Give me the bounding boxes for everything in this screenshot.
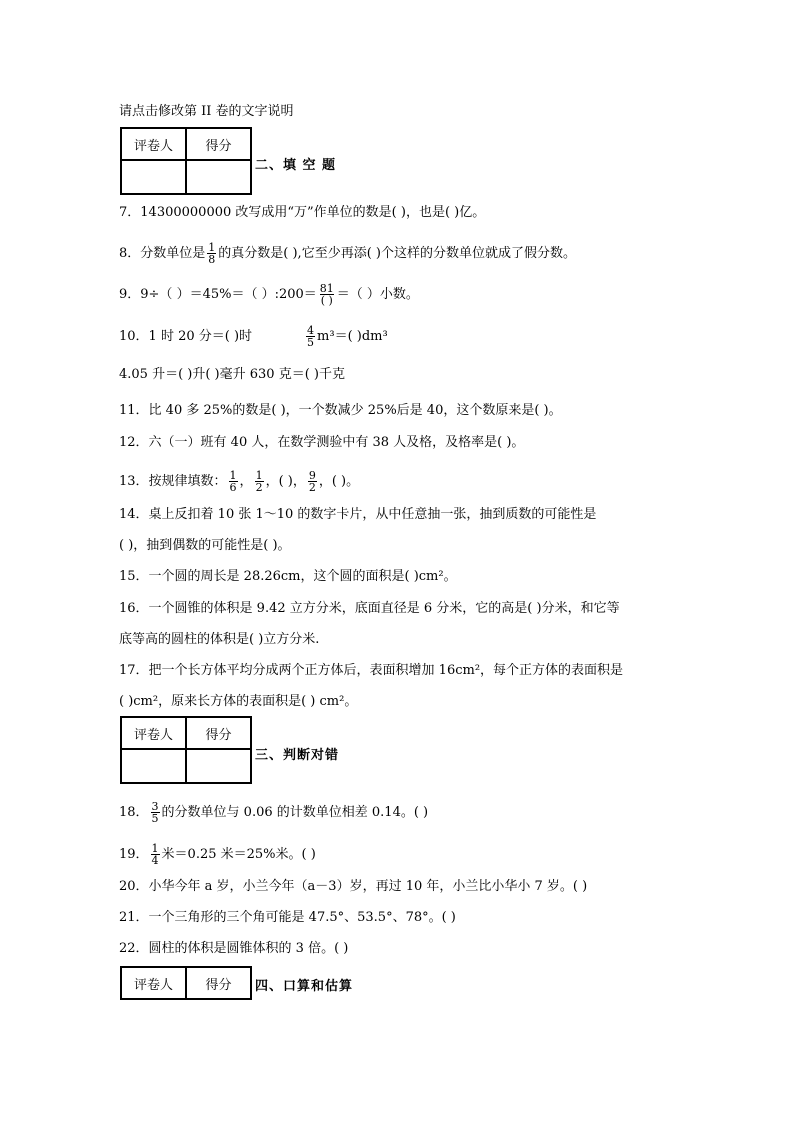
question-18: 18． $\frac{3}{5}$ 的分数单位与 0.06 的计数单位相差 0.14。( ) — [119, 800, 429, 825]
question-22: 22．圆柱的体积是圆锥体积的 3 倍。( ) — [119, 941, 349, 956]
question-7: 7．14300000000 改写成用“万”作单位的数是( )，也是( )亿。 — [119, 205, 486, 220]
score-table — [120, 127, 252, 195]
question-14: 14．桌上反扣着 10 张 1～10 的数字卡片，从中任意抽一张，抽到质数的可能性是 — [119, 507, 597, 522]
question-15: 15．一个圆的周长是 28.26cm，这个圆的面积是( )cm²。 — [119, 569, 457, 584]
question-11: 11．比 40 多 25%的数是( )，一个数减少 25%后是 40，这个数原来是( )。 — [119, 403, 562, 418]
fraction: $\frac{9}{2}$ — [308, 469, 316, 494]
question-16-cont: 底等高的圆柱的体积是( )立方分米. — [119, 632, 320, 647]
score-table — [120, 966, 252, 1000]
reviewer-header: 评卷人 — [121, 717, 186, 749]
question-21: 21．一个三角形的三个角可能是 47.5°、53.5°、78°。( ) — [119, 910, 456, 925]
question-12: 12．六（一）班有 40 人，在数学测验中有 38 人及格，及格率是( )。 — [119, 435, 525, 450]
instruction-text: 请点击修改第 II 卷的文字说明 — [119, 104, 294, 119]
question-9: 9．9÷（ ）＝45%＝（ ）:200＝ $\frac{81}{( )}$ ＝（ ）小数。 — [119, 282, 419, 307]
fraction: $\frac{1}{6}$ — [229, 469, 237, 494]
question-8: 8．分数单位是 $\frac{1}{8}$ 的真分数是( ),它至少再添( )个这样的分数单位就成了假分数。 — [119, 241, 576, 266]
fraction: $\frac{1}{8}$ — [208, 241, 216, 266]
question-19: 19． $\frac{1}{4}$ 米＝0.25 米＝25%米。( ) — [119, 842, 316, 867]
question-17: 17．把一个长方体平均分成两个正方体后，表面积增加 16cm²，每个正方体的表面积是 — [119, 663, 624, 678]
reviewer-header: 评卷人 — [121, 967, 186, 999]
reviewer-cell[interactable] — [121, 160, 186, 194]
score-cell[interactable] — [186, 160, 251, 194]
fraction: $\frac{1}{4}$ — [151, 842, 159, 867]
fraction: $\frac{3}{5}$ — [151, 800, 159, 825]
fraction: $\frac{4}{5}$ — [307, 324, 315, 349]
reviewer-header: 评卷人 — [121, 128, 186, 160]
fraction: $\frac{1}{2}$ — [255, 469, 263, 494]
score-header: 得分 — [186, 128, 251, 160]
section-title-fill-blank: 二、填 空 题 — [255, 158, 337, 173]
question-10-part2: 4.05 升＝( )升( )毫升 630 克＝( )千克 — [119, 367, 345, 382]
score-header: 得分 — [186, 967, 251, 999]
reviewer-cell[interactable] — [121, 749, 186, 783]
score-cell[interactable] — [186, 749, 251, 783]
question-13: 13．按规律填数： $\frac{1}{6}$ ， $\frac{1}{2}$ ，( )， $\frac{9}{2}$ ，( )。 — [119, 469, 360, 494]
question-16: 16．一个圆锥的体积是 9.42 立方分米，底面直径是 6 分米，它的高是( )分米，和它等 — [119, 601, 620, 616]
question-20: 20．小华今年 a 岁，小兰今年（a－3）岁，再过 10 年，小兰比小华小 7 岁。( ) — [119, 879, 588, 894]
section-title-mental-math: 四、口算和估算 — [255, 979, 354, 994]
question-14-cont: ( )，抽到偶数的可能性是( )。 — [119, 538, 291, 553]
fraction: $\frac{81}{( )}$ — [319, 282, 334, 307]
question-10: 10．1 时 20 分＝( )时 $\frac{4}{5}$ m³＝( )dm³ — [119, 324, 388, 349]
question-17-cont: ( )cm²，原来长方体的表面积是( ) cm²。 — [119, 694, 358, 709]
score-table — [120, 716, 252, 784]
section-title-true-false: 三、判断对错 — [255, 748, 340, 763]
score-header: 得分 — [186, 717, 251, 749]
